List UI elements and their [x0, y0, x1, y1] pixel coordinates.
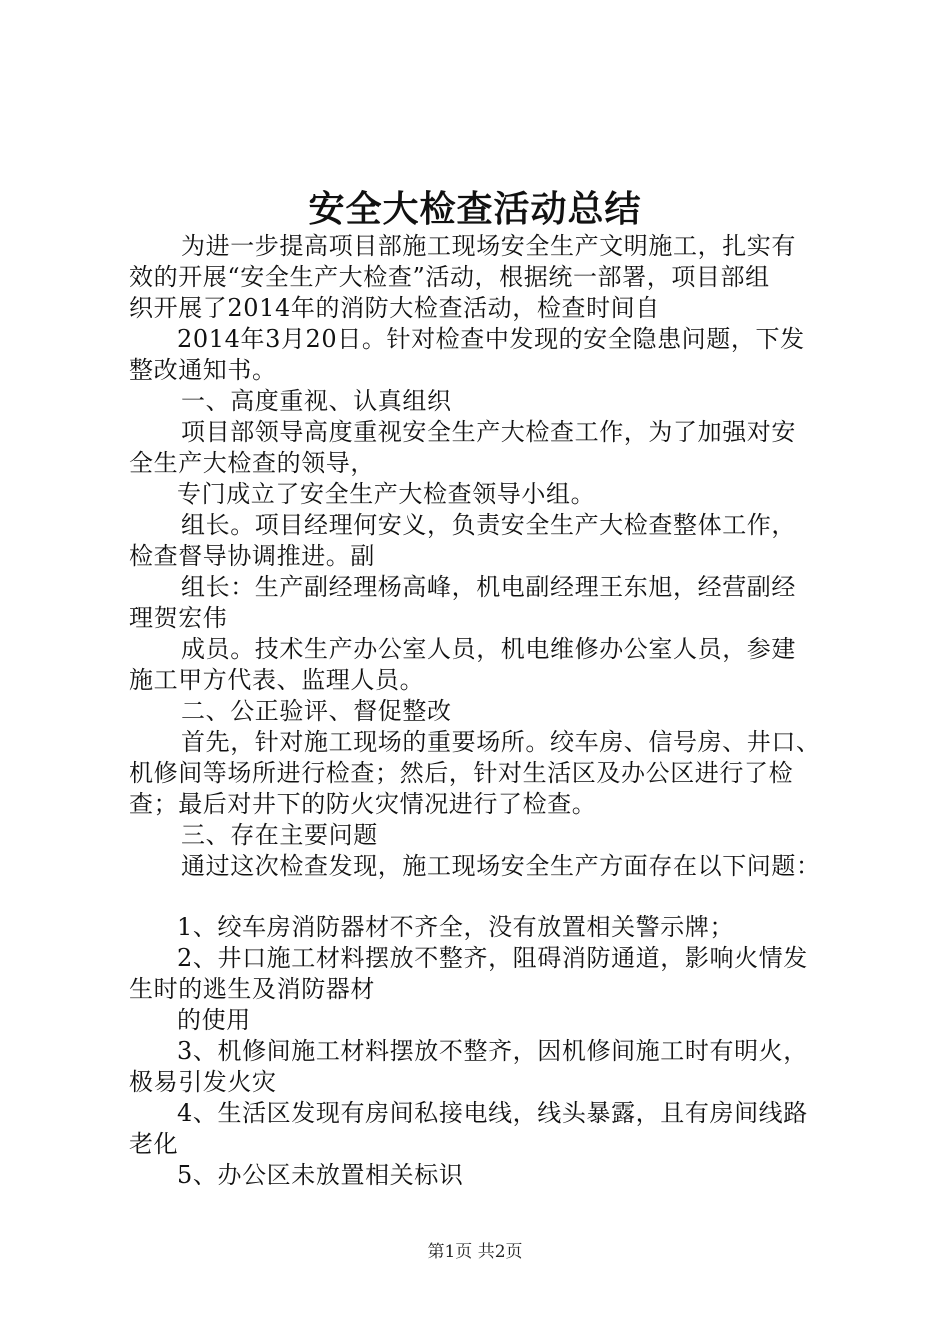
paragraph-line: 2014年3月20日。针对检查中发现的安全隐患问题，下发: [177, 325, 805, 353]
paragraph-line: 组长：生产副经理杨高峰，机电副经理王东旭，经营副经: [181, 573, 796, 601]
section-heading: 二、公正验评、督促整改: [181, 697, 452, 725]
list-item: 2、井口施工材料摆放不整齐，阻碍消防通道，影响火情发: [177, 944, 808, 972]
page-number: 第1页 共2页: [427, 1242, 523, 1262]
paragraph-line: 查；最后对井下的防火灾情况进行了检查。: [129, 790, 597, 818]
paragraph-line: 检查督导协调推进。副: [129, 542, 375, 570]
paragraph-line: 为进一步提高项目部施工现场安全生产文明施工，扎实有: [181, 232, 796, 260]
paragraph-line: 织开展了2014年的消防大检查活动，检查时间自: [129, 294, 660, 322]
paragraph-line: 生时的逃生及消防器材: [129, 975, 375, 1003]
section-heading: 三、存在主要问题: [181, 821, 378, 849]
section-heading: 一、高度重视、认真组织: [181, 387, 452, 415]
paragraph-line: 成员。技术生产办公室人员，机电维修办公室人员，参建: [181, 635, 796, 663]
paragraph-line: 的使用: [177, 1006, 251, 1034]
paragraph-line: 施工甲方代表、监理人员。: [129, 666, 425, 694]
paragraph-line: 专门成立了安全生产大检查领导小组。: [177, 480, 596, 508]
list-item: 4、生活区发现有房间私接电线，线头暴露，且有房间线路: [177, 1099, 808, 1127]
paragraph-line: 全生产大检查的领导，: [129, 449, 375, 477]
paragraph-line: 项目部领导高度重视安全生产大检查工作，为了加强对安: [181, 418, 796, 446]
document-title: 安全大检查活动总结: [308, 188, 642, 230]
list-item: 3、机修间施工材料摆放不整齐，因机修间施工时有明火，: [177, 1037, 808, 1065]
paragraph-line: 理贺宏伟: [129, 604, 228, 632]
list-item: 1、绞车房消防器材不齐全，没有放置相关警示牌；: [177, 913, 735, 941]
paragraph-line: 首先，针对施工现场的重要场所。绞车房、信号房、井口、: [181, 728, 821, 756]
paragraph-line: 极易引发火灾: [129, 1068, 277, 1096]
paragraph-line: 效的开展“安全生产大检查”活动，根据统一部署，项目部组: [129, 263, 770, 291]
paragraph-line: 通过这次检查发现，施工现场安全生产方面存在以下问题：: [181, 852, 821, 880]
blank-line: [129, 882, 834, 912]
paragraph-line: 老化: [129, 1130, 179, 1158]
paragraph-line: 整改通知书。: [129, 356, 277, 384]
document-body: [129, 231, 834, 1191]
list-item: 5、办公区未放置相关标识: [177, 1161, 464, 1189]
paragraph-line: 组长。项目经理何安义，负责安全生产大检查整体工作，: [181, 511, 796, 539]
paragraph-line: 机修间等场所进行检查；然后，针对生活区及办公区进行了检: [129, 759, 794, 787]
